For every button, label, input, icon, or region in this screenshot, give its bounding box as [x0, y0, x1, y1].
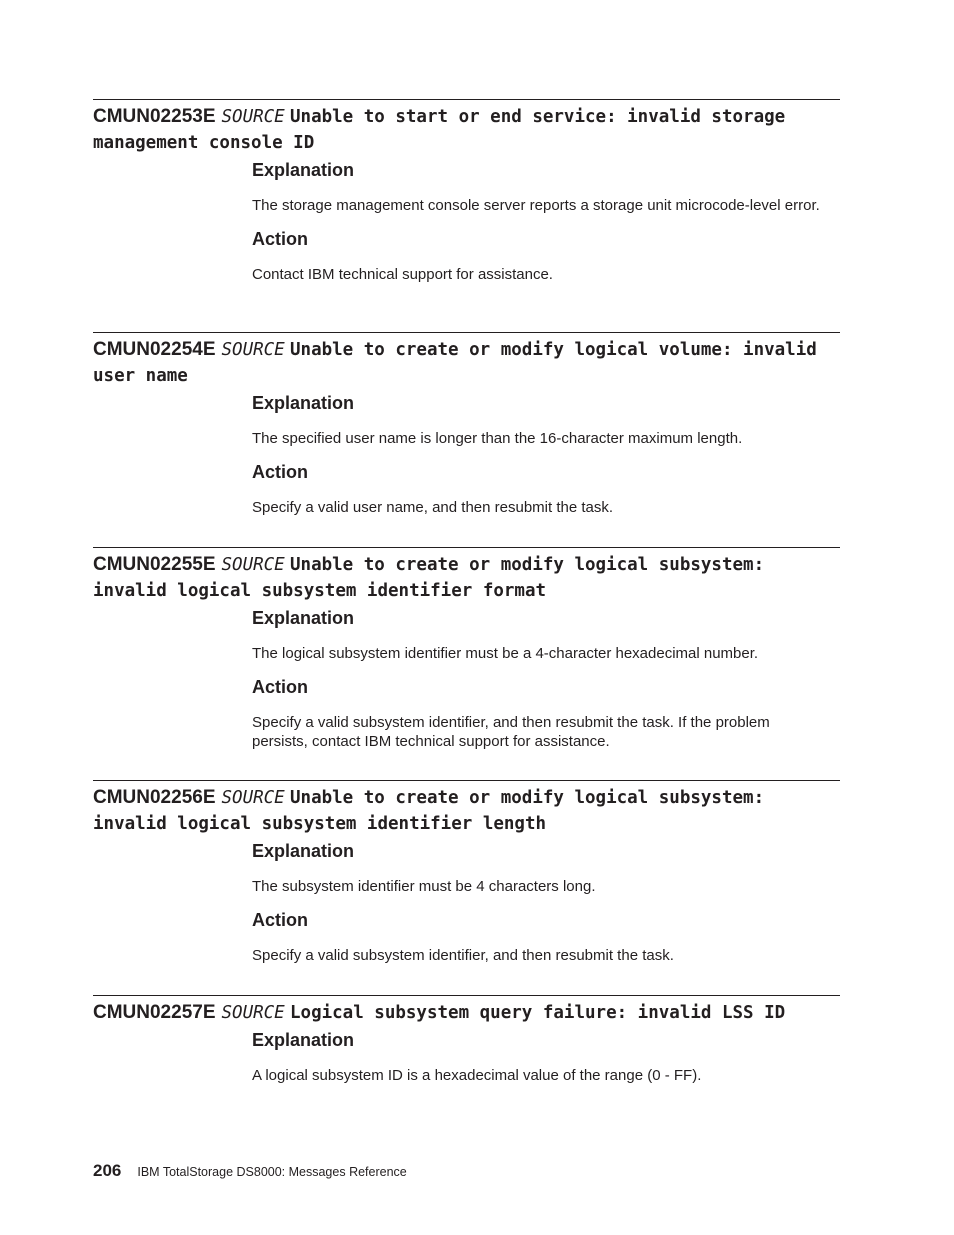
- message-heading: [93, 548, 840, 604]
- action-section: [252, 676, 822, 751]
- message-heading: [93, 100, 840, 156]
- message-heading: [93, 996, 840, 1026]
- explanation-section: [252, 607, 822, 663]
- action-text: Specify a valid user name, and then resubmit the task.: [252, 499, 614, 516]
- explanation-section: [252, 1029, 822, 1085]
- page-number: 206: [93, 1161, 122, 1180]
- message-entry: [93, 547, 840, 751]
- action-heading: Action: [252, 910, 308, 930]
- action-text: Specify a valid subsystem identifier, and then resubmit the task.: [252, 947, 674, 964]
- message-source: SOURCE: [221, 555, 285, 575]
- message-text: Unable to create or modify logical subsystem: invalid logical subsystem identifier format: [93, 555, 765, 601]
- explanation-text: The storage management console server reports a storage unit microcode-level error.: [252, 197, 820, 214]
- message-text: Logical subsystem query failure: invalid LSS ID: [290, 1003, 786, 1023]
- message-source: SOURCE: [221, 1003, 285, 1023]
- message-heading: [93, 333, 840, 389]
- message-text: Unable to start or end service: invalid storage management console ID: [93, 107, 786, 153]
- message-entry: [93, 332, 840, 517]
- explanation-section: [252, 392, 822, 448]
- explanation-section: [252, 159, 822, 215]
- action-section: [252, 228, 822, 284]
- message-entry: [93, 99, 840, 284]
- message-heading: [93, 781, 840, 837]
- explanation-heading: Explanation: [252, 841, 355, 861]
- explanation-heading: Explanation: [252, 393, 355, 413]
- message-entry: [93, 995, 840, 1085]
- message-source: SOURCE: [221, 340, 285, 360]
- message-entry: [93, 780, 840, 965]
- action-heading: Action: [252, 677, 308, 697]
- message-id: CMUN02253E: [93, 106, 216, 127]
- action-text: Contact IBM technical support for assistance.: [252, 266, 553, 283]
- book-title: IBM TotalStorage DS8000: Messages Reference: [137, 1165, 407, 1179]
- action-section: [252, 909, 822, 965]
- explanation-text: The logical subsystem identifier must be a 4-character hexadecimal number.: [252, 645, 759, 662]
- explanation-heading: Explanation: [252, 160, 355, 180]
- message-id: CMUN02254E: [93, 339, 216, 360]
- message-text: Unable to create or modify logical volume: invalid user name: [93, 340, 817, 386]
- message-source: SOURCE: [221, 788, 285, 808]
- explanation-text: The specified user name is longer than the 16-character maximum length.: [252, 430, 743, 447]
- action-text: Specify a valid subsystem identifier, and then resubmit the task. If the problem persists, contact IBM technical support for assistance.: [252, 714, 770, 750]
- action-heading: Action: [252, 229, 308, 249]
- explanation-text: A logical subsystem ID is a hexadecimal value of the range (0 - FF).: [252, 1067, 702, 1084]
- message-id: CMUN02257E: [93, 1002, 216, 1023]
- explanation-section: [252, 840, 822, 896]
- explanation-text: The subsystem identifier must be 4 characters long.: [252, 878, 596, 895]
- explanation-heading: Explanation: [252, 608, 355, 628]
- action-section: [252, 461, 822, 517]
- explanation-heading: Explanation: [252, 1030, 355, 1050]
- page-footer: [93, 1161, 407, 1181]
- message-id: CMUN02256E: [93, 787, 216, 808]
- message-text: Unable to create or modify logical subsystem: invalid logical subsystem identifier length: [93, 788, 765, 834]
- action-heading: Action: [252, 462, 308, 482]
- message-source: SOURCE: [221, 107, 285, 127]
- message-id: CMUN02255E: [93, 554, 216, 575]
